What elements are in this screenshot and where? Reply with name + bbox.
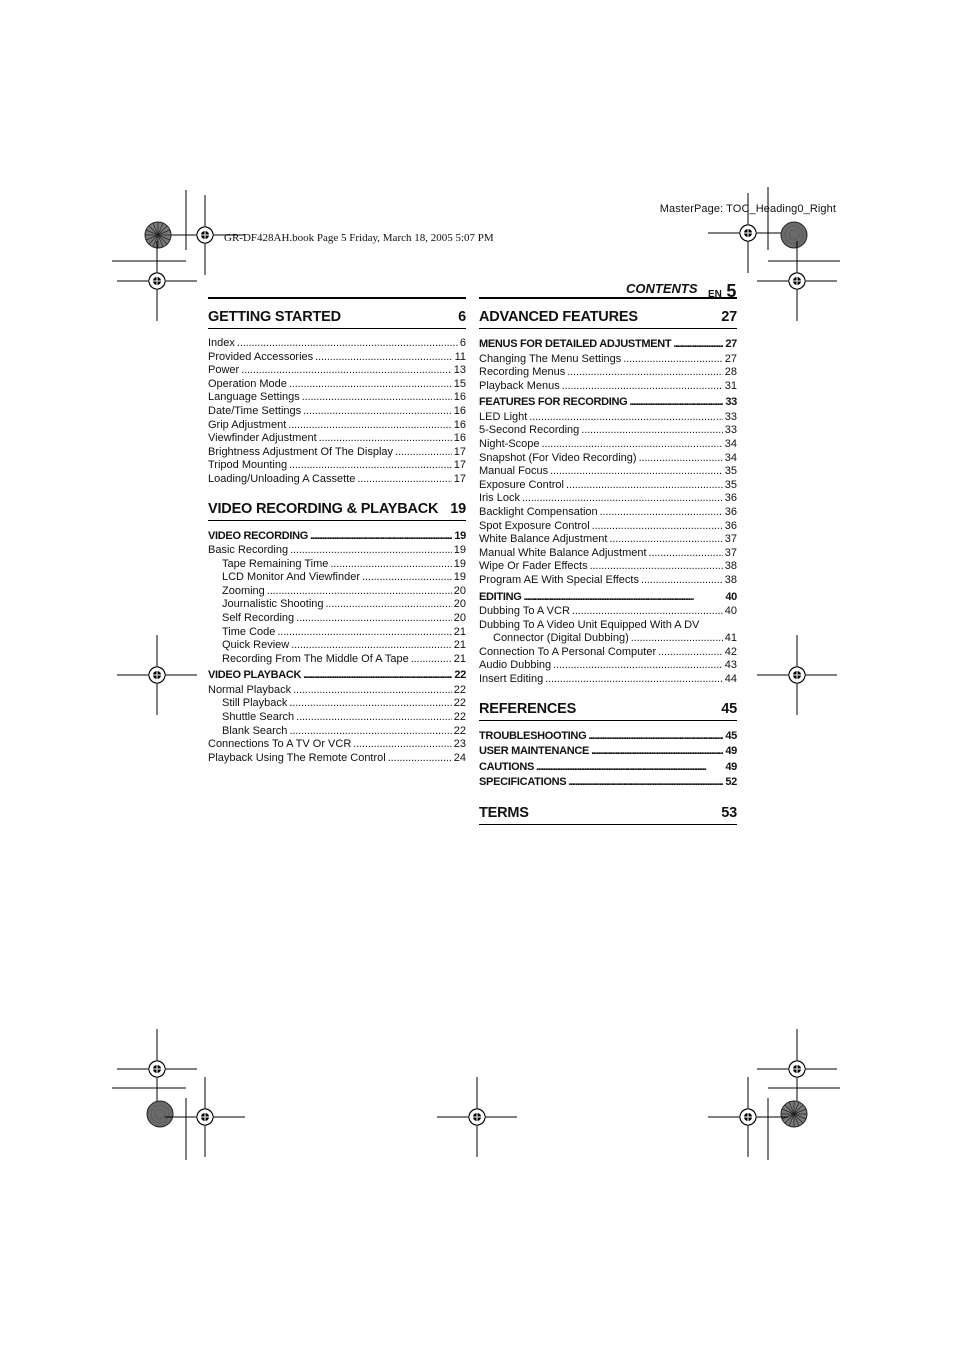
toc-entry[interactable]: Power . . . 13 bbox=[208, 364, 466, 378]
toc-entry[interactable]: Changing The Menu Settings . . . 27 bbox=[479, 353, 737, 367]
toc-entry[interactable]: Iris Lock . . . 36 bbox=[479, 492, 737, 506]
subsection-editing[interactable]: EDITING . . . 40 bbox=[479, 590, 737, 606]
toc-entry[interactable]: Provided Accessories . . . 11 bbox=[208, 351, 466, 365]
toc-entry[interactable]: Date/Time Settings . . . 16 bbox=[208, 405, 466, 419]
toc-entry[interactable]: Exposure Control . . . 35 bbox=[479, 479, 737, 493]
section-references[interactable]: REFERENCES 45 bbox=[479, 699, 737, 721]
contents-title: CONTENTS bbox=[626, 281, 698, 296]
toc-entry[interactable]: Viewfinder Adjustment . . . 16 bbox=[208, 432, 466, 446]
toc-entry[interactable]: Blank Search . . . 22 bbox=[208, 725, 466, 739]
toc-entry[interactable]: Still Playback . . . 22 bbox=[208, 697, 466, 711]
book-info-line: GR-DF428AH.book Page 5 Friday, March 18, 2005 5:07 PM bbox=[224, 232, 494, 244]
toc-entry[interactable]: Night-Scope . . . 34 bbox=[479, 438, 737, 452]
toc-entry[interactable]: Wipe Or Fader Effects . . . 38 bbox=[479, 560, 737, 574]
toc-entry[interactable]: Manual Focus . . . 35 bbox=[479, 465, 737, 479]
toc-entry[interactable]: Time Code . . . 21 bbox=[208, 626, 466, 640]
toc-entry[interactable]: Playback Using The Remote Control . . . 24 bbox=[208, 752, 466, 766]
toc-entry-line1[interactable]: Dubbing To A Video Unit Equipped With A DV bbox=[479, 618, 700, 631]
toc-entry[interactable]: Shuttle Search . . . 22 bbox=[208, 711, 466, 725]
toc-entry[interactable]: Index . . . 6 bbox=[208, 337, 466, 351]
toc-entry[interactable]: Operation Mode . . . 15 bbox=[208, 378, 466, 392]
toc-entry-user-maintenance[interactable]: USER MAINTENANCE . . . 49 bbox=[479, 744, 737, 760]
page-number-value: 5 bbox=[726, 281, 737, 301]
toc-left-column bbox=[208, 297, 466, 765]
toc-entry-specifications[interactable]: SPECIFICATIONS . . . 52 bbox=[479, 775, 737, 791]
toc-entry[interactable]: Snapshot (For Video Recording) . . . 34 bbox=[479, 452, 737, 466]
toc-entry[interactable]: Language Settings . . . 16 bbox=[208, 391, 466, 405]
toc-entry[interactable]: Playback Menus . . . 31 bbox=[479, 380, 737, 394]
toc-entry[interactable]: Self Recording . . . 20 bbox=[208, 612, 466, 626]
toc-entry[interactable]: Spot Exposure Control . . . 36 bbox=[479, 520, 737, 534]
toc-entry-cautions[interactable]: CAUTIONS . . . 49 bbox=[479, 760, 737, 776]
toc-entry[interactable]: Recording Menus . . . 28 bbox=[479, 366, 737, 380]
subsection-features-for-recording[interactable]: FEATURES FOR RECORDING . . . 33 bbox=[479, 395, 737, 411]
section-advanced-features[interactable]: ADVANCED FEATURES 27 bbox=[479, 299, 737, 329]
toc-entry[interactable]: Recording From The Middle Of A Tape . . . 21 bbox=[208, 653, 466, 667]
toc-entry[interactable]: 5-Second Recording . . . 33 bbox=[479, 424, 737, 438]
section-getting-started[interactable]: GETTING STARTED 6 bbox=[208, 299, 466, 329]
toc-entry[interactable]: Program AE With Special Effects . . . 38 bbox=[479, 574, 737, 588]
toc-entry-line2[interactable]: Connector (Digital Dubbing) . . . 41 bbox=[479, 632, 737, 646]
toc-entry[interactable]: Tripod Mounting . . . 17 bbox=[208, 459, 466, 473]
subsection-video-recording[interactable]: VIDEO RECORDING . . . 19 bbox=[208, 529, 466, 545]
toc-entry[interactable]: Backlight Compensation . . . 36 bbox=[479, 506, 737, 520]
toc-entry[interactable]: Normal Playback . . . 22 bbox=[208, 684, 466, 698]
toc-entry[interactable]: LED Light . . . 33 bbox=[479, 411, 737, 425]
language-code: EN bbox=[708, 289, 722, 300]
toc-entry[interactable]: Audio Dubbing . . . 43 bbox=[479, 659, 737, 673]
toc-entry[interactable]: Zooming . . . 20 bbox=[208, 585, 466, 599]
getting-started-list bbox=[208, 337, 466, 487]
section-terms[interactable]: TERMS 53 bbox=[479, 803, 737, 825]
toc-entry[interactable]: Connection To A Personal Computer . . . 42 bbox=[479, 646, 737, 660]
toc-entry[interactable]: Basic Recording . . . 19 bbox=[208, 544, 466, 558]
toc-entry[interactable]: Loading/Unloading A Cassette . . . 17 bbox=[208, 473, 466, 487]
toc-entry[interactable]: Grip Adjustment . . . 16 bbox=[208, 419, 466, 433]
toc-entry[interactable]: Manual White Balance Adjustment . . . 37 bbox=[479, 547, 737, 561]
section-video-recording-playback[interactable]: VIDEO RECORDING & PLAYBACK 19 bbox=[208, 499, 466, 521]
toc-entry[interactable]: LCD Monitor And Viewfinder . . . 19 bbox=[208, 571, 466, 585]
toc-right-column bbox=[479, 297, 737, 833]
references-list bbox=[479, 729, 737, 791]
toc-entry[interactable]: White Balance Adjustment . . . 37 bbox=[479, 533, 737, 547]
toc-entry[interactable]: Connections To A TV Or VCR . . . 23 bbox=[208, 738, 466, 752]
toc-entry[interactable]: Tape Remaining Time . . . 19 bbox=[208, 558, 466, 572]
toc-entry[interactable]: Brightness Adjustment Of The Display . . . 17 bbox=[208, 446, 466, 460]
toc-entry[interactable]: Dubbing To A VCR . . . 40 bbox=[479, 605, 737, 619]
subsection-menus[interactable]: MENUS FOR DETAILED ADJUSTMENT . . . 27 bbox=[479, 337, 737, 353]
masterpage-label: MasterPage: TOC_Heading0_Right bbox=[659, 203, 836, 215]
toc-entry-troubleshooting[interactable]: TROUBLESHOOTING . . . 45 bbox=[479, 729, 737, 745]
subsection-video-playback[interactable]: VIDEO PLAYBACK . . . 22 bbox=[208, 668, 466, 684]
toc-entry[interactable]: Insert Editing . . . 44 bbox=[479, 673, 737, 687]
toc-entry[interactable]: Quick Review . . . 21 bbox=[208, 639, 466, 653]
toc-entry[interactable]: Journalistic Shooting . . . 20 bbox=[208, 598, 466, 612]
